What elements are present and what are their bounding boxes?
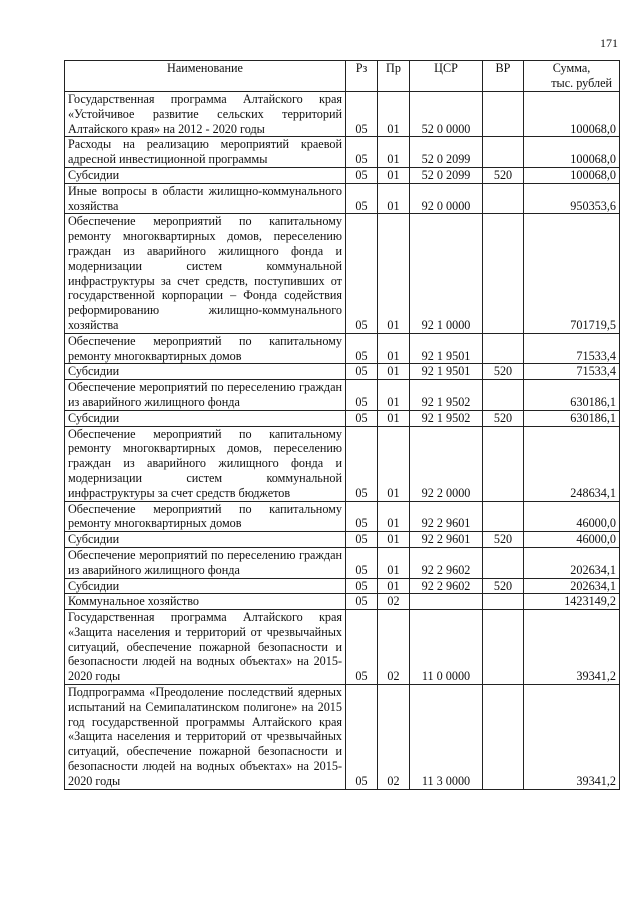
cell-rz: 05 [346,92,378,137]
table-row [65,410,620,426]
cell-name: Обеспечение мероприятий по переселению граждан из аварийного жилищного фонда [65,547,346,578]
cell-vr [483,501,524,532]
cell-vr [483,333,524,364]
cell-name: Обеспечение мероприятий по капитальному ремонту многоквартирных домов [65,501,346,532]
cell-vr [483,685,524,790]
cell-pr: 01 [378,410,410,426]
cell-name: Государственная программа Алтайского края «Защита населения и территорий от чрезвычайных ситуаций, обеспечение пожарной безопасности и безопасности людей на водных объектах» на 2015-2020 годы [65,610,346,685]
cell-csr: 92 1 9502 [410,380,483,411]
cell-csr: 92 1 0000 [410,214,483,333]
cell-pr: 01 [378,380,410,411]
cell-rz: 05 [346,532,378,548]
cell-sum: 71533,4 [524,364,620,380]
cell-name: Субсидии [65,578,346,594]
table-row [65,167,620,183]
cell-vr: 520 [483,532,524,548]
header-sum-line2: тыс. рублей [551,75,612,90]
cell-csr: 92 1 9501 [410,333,483,364]
table-row [65,214,620,333]
cell-name: Субсидии [65,167,346,183]
table-row [65,532,620,548]
cell-vr [483,547,524,578]
table-row [65,333,620,364]
header-sum [524,61,620,92]
cell-pr: 01 [378,547,410,578]
cell-rz: 05 [346,501,378,532]
cell-sum: 39341,2 [524,685,620,790]
cell-rz: 05 [346,594,378,610]
cell-name: Обеспечение мероприятий по капитальному ремонту многоквартирных домов [65,333,346,364]
page-number: 171 [600,36,618,50]
cell-csr: 52 0 2099 [410,167,483,183]
cell-rz: 05 [346,214,378,333]
cell-name: Обеспечение мероприятий по капитальному ремонту многоквартирных домов, переселению граждан из аварийного жилищного фонда и модернизации систем коммунальной инфраструктуры за счет средств, поступивших от государственной корпорации – Фонда содействия реформированию жилищно-коммунального хозяйства [65,214,346,333]
cell-pr: 01 [378,167,410,183]
table-row [65,685,620,790]
cell-pr: 02 [378,594,410,610]
cell-sum: 1423149,2 [524,594,620,610]
cell-rz: 05 [346,183,378,214]
cell-sum: 630186,1 [524,410,620,426]
header-pr: Пр [378,61,410,92]
cell-vr [483,92,524,137]
cell-rz: 05 [346,167,378,183]
cell-sum: 202634,1 [524,578,620,594]
cell-sum: 100068,0 [524,92,620,137]
cell-csr: 92 2 9602 [410,578,483,594]
cell-vr [483,610,524,685]
cell-name: Иные вопросы в области жилищно-коммунального хозяйства [65,183,346,214]
cell-sum: 100068,0 [524,167,620,183]
cell-pr: 02 [378,685,410,790]
cell-vr: 520 [483,578,524,594]
table-body [65,92,620,790]
cell-csr: 92 2 9601 [410,532,483,548]
table-row [65,501,620,532]
table-row [65,183,620,214]
cell-rz: 05 [346,685,378,790]
table-row [65,380,620,411]
cell-pr: 01 [378,214,410,333]
cell-name: Государственная программа Алтайского края «Устойчивое развитие сельских территорий Алтайского края» на 2012 - 2020 годы [65,92,346,137]
cell-vr: 520 [483,167,524,183]
cell-csr: 92 1 9502 [410,410,483,426]
cell-sum: 950353,6 [524,183,620,214]
cell-sum: 701719,5 [524,214,620,333]
cell-name: Коммунальное хозяйство [65,594,346,610]
cell-rz: 05 [346,137,378,168]
table-header-row [65,61,620,92]
cell-rz: 05 [346,610,378,685]
cell-sum: 71533,4 [524,333,620,364]
cell-csr: 52 0 0000 [410,92,483,137]
cell-rz: 05 [346,410,378,426]
cell-sum: 202634,1 [524,547,620,578]
cell-pr: 01 [378,501,410,532]
cell-rz: 05 [346,547,378,578]
table-row [65,426,620,501]
cell-name: Субсидии [65,532,346,548]
cell-csr: 11 0 0000 [410,610,483,685]
cell-csr: 92 2 0000 [410,426,483,501]
cell-vr [483,214,524,333]
budget-table [64,60,620,790]
cell-csr: 11 3 0000 [410,685,483,790]
cell-name: Расходы на реализацию мероприятий краевой адресной инвестиционной программы [65,137,346,168]
cell-pr: 02 [378,610,410,685]
cell-csr [410,594,483,610]
cell-name: Субсидии [65,410,346,426]
cell-name: Обеспечение мероприятий по переселению граждан из аварийного жилищного фонда [65,380,346,411]
table-row [65,92,620,137]
cell-vr: 520 [483,410,524,426]
cell-pr: 01 [378,183,410,214]
cell-name: Субсидии [65,364,346,380]
header-vr: ВР [483,61,524,92]
cell-sum: 248634,1 [524,426,620,501]
cell-csr: 92 2 9601 [410,501,483,532]
table-row [65,364,620,380]
cell-pr: 01 [378,426,410,501]
cell-sum: 39341,2 [524,610,620,685]
cell-vr [483,426,524,501]
cell-pr: 01 [378,532,410,548]
table-row [65,594,620,610]
cell-rz: 05 [346,380,378,411]
cell-csr: 92 0 0000 [410,183,483,214]
cell-pr: 01 [378,333,410,364]
cell-pr: 01 [378,92,410,137]
cell-vr [483,183,524,214]
cell-csr: 92 1 9501 [410,364,483,380]
table-row [65,610,620,685]
header-sum-line1: Сумма, [552,61,591,75]
cell-sum: 630186,1 [524,380,620,411]
cell-name: Обеспечение мероприятий по капитальному ремонту многоквартирных домов, переселению граждан из аварийного жилищного фонда и модернизации систем коммунальной инфраструктуры за счет средств бюджетов [65,426,346,501]
cell-sum: 46000,0 [524,532,620,548]
cell-vr [483,137,524,168]
cell-pr: 01 [378,578,410,594]
cell-sum: 100068,0 [524,137,620,168]
cell-name: Подпрограмма «Преодоление последствий ядерных испытаний на Семипалатинском полигоне» на 2015 год государственной программы Алтайского края «Защита населения и территорий от чрезвычайных ситуаций, обеспечение пожарной безопасности и безопасности людей на водных объектах» на 2015-2020 годы [65,685,346,790]
cell-csr: 92 2 9602 [410,547,483,578]
cell-pr: 01 [378,364,410,380]
cell-rz: 05 [346,578,378,594]
cell-sum: 46000,0 [524,501,620,532]
cell-vr [483,594,524,610]
cell-rz: 05 [346,333,378,364]
header-csr: ЦСР [410,61,483,92]
table-row [65,547,620,578]
header-rz: Рз [346,61,378,92]
table-row [65,578,620,594]
cell-pr: 01 [378,137,410,168]
cell-csr: 52 0 2099 [410,137,483,168]
table-row [65,137,620,168]
cell-vr: 520 [483,364,524,380]
cell-vr [483,380,524,411]
cell-rz: 05 [346,364,378,380]
cell-rz: 05 [346,426,378,501]
header-name: Наименование [65,61,346,92]
